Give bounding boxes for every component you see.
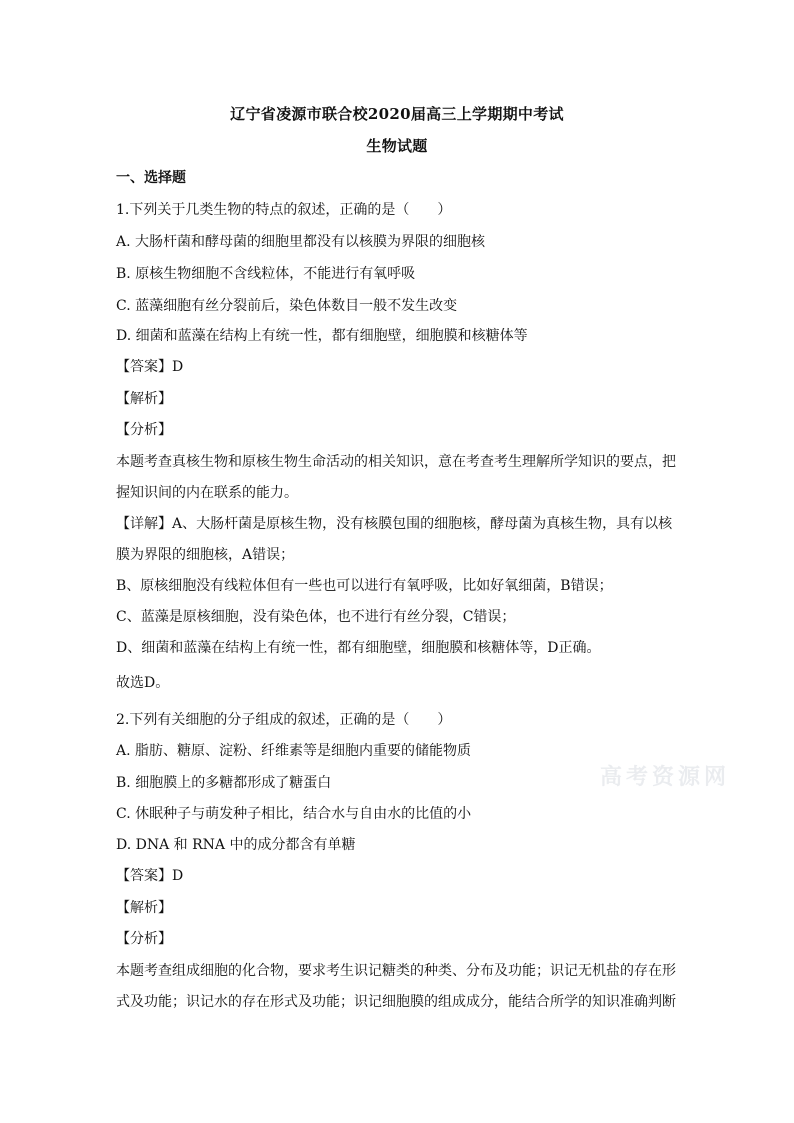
q2-option-d: D. DNA 和 RNA 中的成分都含有单糖: [116, 837, 356, 853]
q1-analysis: 本题考查真核生物和原核生物生命活动的相关知识，意在考查考生理解所学知识的要点，把握知识间的内在联系的能力。: [116, 454, 676, 501]
q2-jiexi-label: 【解析】: [116, 900, 172, 916]
q1-jiexi-label: 【解析】: [116, 391, 172, 407]
q1-fenxi-label: 【分析】: [116, 422, 172, 438]
q1-conclusion: 故选D。: [116, 675, 170, 691]
q1-option-a: A. 大肠杆菌和酵母菌的细胞里都没有以核膜为界限的细胞核: [116, 234, 486, 250]
q2-option-a: A. 脂肪、糖原、淀粉、纤维素等是细胞内重要的储能物质: [116, 743, 472, 759]
document-subtitle: 生物试题: [366, 137, 428, 155]
q2-analysis: 本题考查组成细胞的化合物，要求考生识记糖类的种类、分布及功能；识记无机盐的存在形式及功能；识记水的存在形式及功能；识记细胞膜的组成成分，能结合所学的知识准确判断: [116, 963, 676, 1010]
document-title: 辽宁省凌源市联合校2020届高三上学期期中考试: [230, 105, 564, 123]
q2-fenxi-label: 【分析】: [116, 931, 172, 947]
section-heading: 一、选择题: [116, 170, 186, 186]
q1-detail-a: 【详解】A、大肠杆菌是原核生物，没有核膜包围的细胞核，酵母菌为真核生物，具有以核膜为界限的细胞核，A错误；: [116, 516, 673, 563]
q1-detail-d: D、细菌和蓝藻在结构上有统一性，都有细胞壁，细胞膜和核糖体等，D正确。: [116, 640, 601, 656]
q1-answer: 【答案】D: [116, 359, 184, 375]
q1-detail-b: B、原核细胞没有线粒体但有一些也可以进行有氧呼吸，比如好氧细菌，B错误；: [116, 578, 613, 594]
q2-answer: 【答案】D: [116, 868, 184, 884]
q1-option-c: C. 蓝藻细胞有丝分裂前后，染色体数目一般不发生改变: [116, 298, 458, 314]
q1-option-b: B. 原核生物细胞不含线粒体，不能进行有氧呼吸: [116, 266, 416, 282]
watermark: 高考资源网: [600, 764, 731, 790]
q1-detail-c: C、蓝藻是原核细胞，没有染色体，也不进行有丝分裂，C错误；: [116, 609, 516, 625]
q2-option-b: B. 细胞膜上的多糖都形成了糖蛋白: [116, 775, 332, 791]
q1-stem: 1.下列关于几类生物的特点的叙述，正确的是（ ）: [116, 202, 452, 218]
q2-option-c: C. 休眠种子与萌发种子相比，结合水与自由水的比值的小: [116, 806, 472, 822]
q1-option-d: D. 细菌和蓝藻在结构上有统一性，都有细胞壁，细胞膜和核糖体等: [116, 328, 528, 344]
q2-stem: 2.下列有关细胞的分子组成的叙述，正确的是（ ）: [116, 712, 452, 728]
